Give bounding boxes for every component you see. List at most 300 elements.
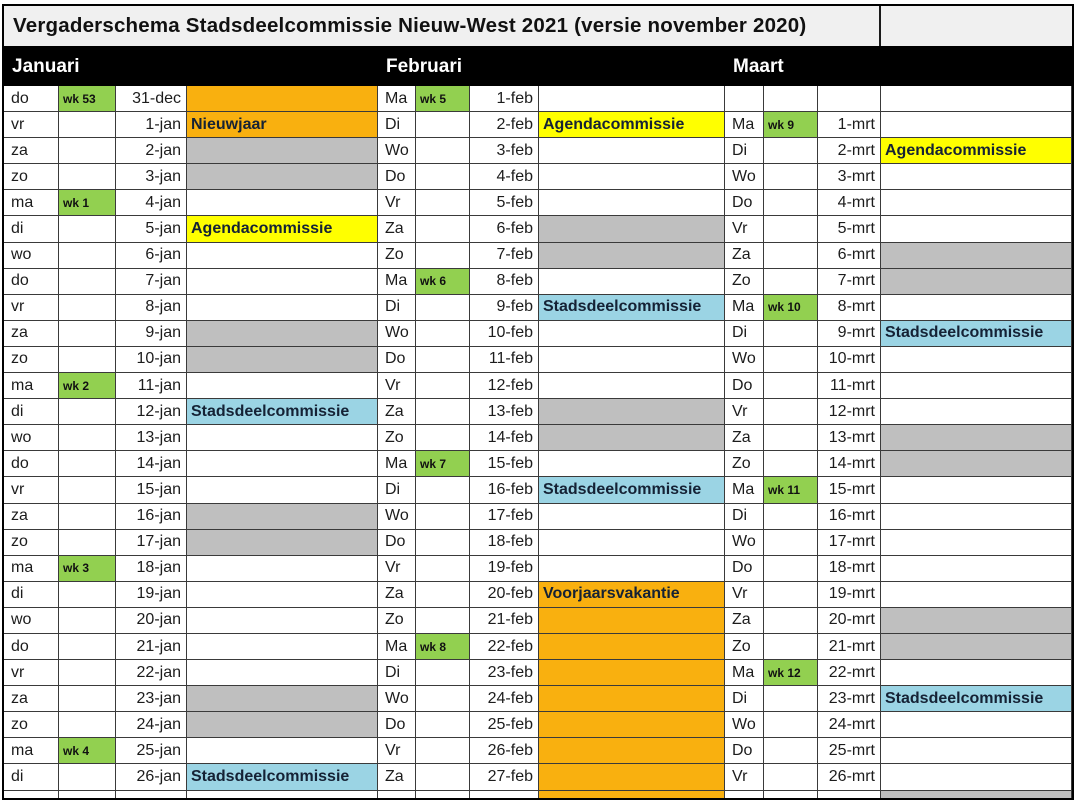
date-cell: 31-dec bbox=[116, 86, 187, 112]
date-cell: 25-mrt bbox=[818, 738, 881, 764]
date-cell bbox=[470, 791, 539, 800]
week-cell: wk 1 bbox=[59, 190, 116, 216]
day-cell: Do bbox=[725, 738, 764, 764]
week-cell bbox=[59, 243, 116, 269]
week-cell bbox=[764, 216, 818, 242]
event-cell bbox=[539, 660, 725, 686]
event-cell bbox=[187, 269, 378, 295]
week-cell bbox=[59, 321, 116, 347]
event-cell bbox=[187, 738, 378, 764]
date-cell: 13-jan bbox=[116, 425, 187, 451]
day-cell: di bbox=[4, 764, 59, 790]
event-cell bbox=[881, 373, 1072, 399]
event-cell: Stadsdeelcommissie bbox=[881, 686, 1072, 712]
day-cell: Di bbox=[725, 138, 764, 164]
week-cell bbox=[59, 764, 116, 790]
day-cell: Do bbox=[725, 190, 764, 216]
event-cell bbox=[539, 608, 725, 634]
date-cell: 20-jan bbox=[116, 608, 187, 634]
date-cell: 10-jan bbox=[116, 347, 187, 373]
date-cell: 5-jan bbox=[116, 216, 187, 242]
week-cell: wk 6 bbox=[416, 269, 470, 295]
month-header-januari: Januari bbox=[12, 56, 80, 77]
date-cell: 14-jan bbox=[116, 451, 187, 477]
day-cell bbox=[4, 791, 59, 800]
week-cell: wk 3 bbox=[59, 556, 116, 582]
week-cell bbox=[59, 216, 116, 242]
event-cell bbox=[881, 190, 1072, 216]
day-cell: Vr bbox=[725, 399, 764, 425]
week-cell bbox=[416, 216, 470, 242]
day-cell: Di bbox=[378, 660, 416, 686]
day-cell: Wo bbox=[725, 347, 764, 373]
week-cell bbox=[764, 347, 818, 373]
day-cell: Za bbox=[378, 216, 416, 242]
week-cell bbox=[764, 190, 818, 216]
date-cell: 3-jan bbox=[116, 164, 187, 190]
day-cell: Do bbox=[725, 556, 764, 582]
day-cell: zo bbox=[4, 164, 59, 190]
day-cell: Do bbox=[378, 164, 416, 190]
event-cell: Stadsdeelcommissie bbox=[539, 295, 725, 321]
date-cell: 19-jan bbox=[116, 582, 187, 608]
event-cell bbox=[539, 373, 725, 399]
week-cell bbox=[59, 686, 116, 712]
event-cell bbox=[881, 530, 1072, 556]
date-cell: 2-jan bbox=[116, 138, 187, 164]
day-cell: Wo bbox=[725, 712, 764, 738]
date-cell: 5-feb bbox=[470, 190, 539, 216]
event-cell bbox=[187, 164, 378, 190]
date-cell: 13-feb bbox=[470, 399, 539, 425]
date-cell: 12-jan bbox=[116, 399, 187, 425]
date-cell bbox=[818, 86, 881, 112]
date-cell: 6-jan bbox=[116, 243, 187, 269]
day-cell: di bbox=[4, 582, 59, 608]
day-cell: Vr bbox=[725, 764, 764, 790]
week-cell bbox=[416, 608, 470, 634]
day-cell: Ma bbox=[378, 634, 416, 660]
week-cell bbox=[59, 660, 116, 686]
week-cell bbox=[59, 138, 116, 164]
day-cell: Vr bbox=[378, 556, 416, 582]
event-cell bbox=[539, 764, 725, 790]
event-cell bbox=[539, 269, 725, 295]
date-cell bbox=[116, 791, 187, 800]
day-cell: Wo bbox=[725, 164, 764, 190]
week-cell bbox=[416, 660, 470, 686]
week-cell bbox=[416, 425, 470, 451]
calendar-grid bbox=[4, 86, 1072, 800]
date-cell: 2-mrt bbox=[818, 138, 881, 164]
date-cell: 24-mrt bbox=[818, 712, 881, 738]
week-cell bbox=[416, 556, 470, 582]
week-cell bbox=[416, 295, 470, 321]
event-cell bbox=[881, 764, 1072, 790]
day-cell: Zo bbox=[725, 451, 764, 477]
event-cell: Agendacommissie bbox=[187, 216, 378, 242]
date-cell: 17-feb bbox=[470, 504, 539, 530]
day-cell: wo bbox=[4, 425, 59, 451]
day-cell: vr bbox=[4, 660, 59, 686]
date-cell: 8-feb bbox=[470, 269, 539, 295]
week-cell: wk 12 bbox=[764, 660, 818, 686]
date-cell: 5-mrt bbox=[818, 216, 881, 242]
event-cell bbox=[881, 347, 1072, 373]
event-cell bbox=[187, 451, 378, 477]
week-cell bbox=[59, 530, 116, 556]
week-cell bbox=[416, 530, 470, 556]
event-cell bbox=[881, 451, 1072, 477]
event-cell bbox=[881, 295, 1072, 321]
day-cell: Za bbox=[725, 243, 764, 269]
event-cell bbox=[187, 530, 378, 556]
day-cell: zo bbox=[4, 712, 59, 738]
event-cell bbox=[187, 686, 378, 712]
week-cell bbox=[764, 634, 818, 660]
day-cell: za bbox=[4, 321, 59, 347]
day-cell: Wo bbox=[378, 504, 416, 530]
date-cell: 11-feb bbox=[470, 347, 539, 373]
week-cell bbox=[416, 243, 470, 269]
event-cell bbox=[539, 451, 725, 477]
day-cell: Ma bbox=[725, 660, 764, 686]
event-cell bbox=[881, 556, 1072, 582]
day-cell: Zo bbox=[378, 425, 416, 451]
month-header-maart: Maart bbox=[733, 56, 784, 77]
week-cell bbox=[764, 425, 818, 451]
date-cell: 9-feb bbox=[470, 295, 539, 321]
date-cell: 24-jan bbox=[116, 712, 187, 738]
event-cell bbox=[539, 556, 725, 582]
day-cell: Vr bbox=[378, 190, 416, 216]
event-cell: Stadsdeelcommissie bbox=[187, 399, 378, 425]
day-cell: Ma bbox=[378, 269, 416, 295]
date-cell: 13-mrt bbox=[818, 425, 881, 451]
day-cell: Ma bbox=[725, 477, 764, 503]
week-cell bbox=[764, 530, 818, 556]
week-cell: wk 2 bbox=[59, 373, 116, 399]
date-cell: 26-mrt bbox=[818, 764, 881, 790]
day-cell: ma bbox=[4, 556, 59, 582]
week-cell: wk 9 bbox=[764, 112, 818, 138]
week-cell bbox=[59, 295, 116, 321]
day-cell bbox=[725, 86, 764, 112]
week-cell bbox=[59, 791, 116, 800]
event-cell bbox=[539, 634, 725, 660]
day-cell: Do bbox=[378, 347, 416, 373]
week-cell bbox=[59, 582, 116, 608]
event-cell: Nieuwjaar bbox=[187, 112, 378, 138]
event-cell: Stadsdeelcommissie bbox=[539, 477, 725, 503]
week-cell bbox=[59, 269, 116, 295]
date-cell: 19-mrt bbox=[818, 582, 881, 608]
day-cell: Vr bbox=[725, 216, 764, 242]
date-cell: 18-feb bbox=[470, 530, 539, 556]
date-cell: 9-jan bbox=[116, 321, 187, 347]
event-cell bbox=[187, 138, 378, 164]
day-cell: di bbox=[4, 216, 59, 242]
week-cell bbox=[416, 164, 470, 190]
week-cell bbox=[416, 712, 470, 738]
day-cell: Za bbox=[725, 608, 764, 634]
date-cell: 16-feb bbox=[470, 477, 539, 503]
day-cell: wo bbox=[4, 243, 59, 269]
day-cell: ma bbox=[4, 190, 59, 216]
day-cell: Wo bbox=[378, 686, 416, 712]
date-cell: 4-jan bbox=[116, 190, 187, 216]
week-cell bbox=[416, 347, 470, 373]
date-cell: 25-feb bbox=[470, 712, 539, 738]
date-cell: 3-mrt bbox=[818, 164, 881, 190]
date-cell bbox=[818, 791, 881, 800]
date-cell: 23-jan bbox=[116, 686, 187, 712]
date-cell: 21-mrt bbox=[818, 634, 881, 660]
event-cell bbox=[881, 216, 1072, 242]
week-cell bbox=[764, 321, 818, 347]
day-cell: Do bbox=[378, 712, 416, 738]
event-cell bbox=[539, 791, 725, 800]
event-cell bbox=[187, 582, 378, 608]
event-cell bbox=[539, 712, 725, 738]
day-cell: Za bbox=[378, 764, 416, 790]
day-cell: Wo bbox=[378, 321, 416, 347]
week-cell bbox=[764, 451, 818, 477]
event-cell bbox=[539, 86, 725, 112]
date-cell: 15-feb bbox=[470, 451, 539, 477]
event-cell bbox=[187, 504, 378, 530]
day-cell: Di bbox=[378, 295, 416, 321]
event-cell bbox=[881, 477, 1072, 503]
week-cell: wk 7 bbox=[416, 451, 470, 477]
week-cell bbox=[59, 712, 116, 738]
week-cell bbox=[416, 190, 470, 216]
week-cell bbox=[416, 504, 470, 530]
date-cell: 20-mrt bbox=[818, 608, 881, 634]
day-cell: Vr bbox=[725, 582, 764, 608]
months-header-bar bbox=[4, 48, 1072, 86]
week-cell bbox=[764, 764, 818, 790]
week-cell bbox=[416, 791, 470, 800]
week-cell bbox=[59, 608, 116, 634]
day-cell: Ma bbox=[378, 86, 416, 112]
day-cell: do bbox=[4, 269, 59, 295]
event-cell bbox=[539, 504, 725, 530]
date-cell: 22-mrt bbox=[818, 660, 881, 686]
week-cell bbox=[59, 634, 116, 660]
week-cell: wk 4 bbox=[59, 738, 116, 764]
event-cell bbox=[539, 399, 725, 425]
date-cell: 23-mrt bbox=[818, 686, 881, 712]
date-cell: 4-feb bbox=[470, 164, 539, 190]
event-cell bbox=[539, 321, 725, 347]
event-cell bbox=[539, 425, 725, 451]
date-cell: 6-mrt bbox=[818, 243, 881, 269]
day-cell: vr bbox=[4, 477, 59, 503]
day-cell bbox=[725, 791, 764, 800]
week-cell bbox=[416, 321, 470, 347]
event-cell: Voorjaarsvakantie bbox=[539, 582, 725, 608]
date-cell: 6-feb bbox=[470, 216, 539, 242]
week-cell bbox=[416, 138, 470, 164]
day-cell: Ma bbox=[725, 112, 764, 138]
day-cell: Wo bbox=[725, 530, 764, 556]
date-cell: 24-feb bbox=[470, 686, 539, 712]
page-title: Vergaderschema Stadsdeelcommissie Nieuw-West 2021 (versie november 2020) bbox=[4, 6, 881, 46]
week-cell: wk 11 bbox=[764, 477, 818, 503]
event-cell bbox=[187, 295, 378, 321]
event-cell bbox=[881, 504, 1072, 530]
date-cell: 3-feb bbox=[470, 138, 539, 164]
event-cell bbox=[187, 791, 378, 800]
event-cell bbox=[539, 738, 725, 764]
date-cell: 26-feb bbox=[470, 738, 539, 764]
date-cell: 16-jan bbox=[116, 504, 187, 530]
event-cell bbox=[187, 712, 378, 738]
title-bar bbox=[4, 6, 1072, 48]
day-cell: Za bbox=[378, 582, 416, 608]
date-cell: 23-feb bbox=[470, 660, 539, 686]
event-cell: Agendacommissie bbox=[539, 112, 725, 138]
date-cell: 26-jan bbox=[116, 764, 187, 790]
week-cell bbox=[416, 373, 470, 399]
date-cell: 10-mrt bbox=[818, 347, 881, 373]
event-cell bbox=[539, 347, 725, 373]
week-cell bbox=[59, 164, 116, 190]
date-cell: 25-jan bbox=[116, 738, 187, 764]
event-cell bbox=[187, 425, 378, 451]
week-cell bbox=[416, 582, 470, 608]
event-cell bbox=[187, 477, 378, 503]
day-cell: Do bbox=[378, 530, 416, 556]
date-cell: 1-feb bbox=[470, 86, 539, 112]
week-cell bbox=[764, 686, 818, 712]
day-cell bbox=[378, 791, 416, 800]
day-cell: za bbox=[4, 138, 59, 164]
day-cell: Zo bbox=[725, 269, 764, 295]
event-cell bbox=[187, 321, 378, 347]
event-cell bbox=[881, 399, 1072, 425]
month-header-februari: Februari bbox=[386, 56, 463, 77]
week-cell bbox=[764, 608, 818, 634]
event-cell bbox=[881, 660, 1072, 686]
week-cell bbox=[59, 347, 116, 373]
date-cell: 22-jan bbox=[116, 660, 187, 686]
day-cell: ma bbox=[4, 738, 59, 764]
week-cell bbox=[416, 477, 470, 503]
event-cell bbox=[539, 243, 725, 269]
week-cell bbox=[764, 164, 818, 190]
day-cell: di bbox=[4, 399, 59, 425]
date-cell: 17-jan bbox=[116, 530, 187, 556]
week-cell bbox=[764, 738, 818, 764]
day-cell: za bbox=[4, 686, 59, 712]
day-cell: Do bbox=[725, 373, 764, 399]
date-cell: 19-feb bbox=[470, 556, 539, 582]
week-cell bbox=[416, 112, 470, 138]
day-cell: Di bbox=[725, 504, 764, 530]
date-cell: 14-feb bbox=[470, 425, 539, 451]
event-cell bbox=[539, 138, 725, 164]
date-cell: 11-jan bbox=[116, 373, 187, 399]
date-cell: 8-mrt bbox=[818, 295, 881, 321]
date-cell: 11-mrt bbox=[818, 373, 881, 399]
day-cell: vr bbox=[4, 112, 59, 138]
date-cell: 18-mrt bbox=[818, 556, 881, 582]
event-cell bbox=[539, 216, 725, 242]
date-cell: 18-jan bbox=[116, 556, 187, 582]
event-cell bbox=[881, 738, 1072, 764]
date-cell: 12-mrt bbox=[818, 399, 881, 425]
event-cell bbox=[187, 634, 378, 660]
event-cell bbox=[539, 164, 725, 190]
day-cell: Vr bbox=[378, 738, 416, 764]
day-cell: vr bbox=[4, 295, 59, 321]
date-cell: 16-mrt bbox=[818, 504, 881, 530]
week-cell bbox=[764, 86, 818, 112]
week-cell bbox=[764, 556, 818, 582]
day-cell: Vr bbox=[378, 373, 416, 399]
day-cell: do bbox=[4, 451, 59, 477]
event-cell bbox=[187, 608, 378, 634]
week-cell bbox=[416, 738, 470, 764]
day-cell: do bbox=[4, 86, 59, 112]
date-cell: 27-feb bbox=[470, 764, 539, 790]
day-cell: zo bbox=[4, 347, 59, 373]
event-cell bbox=[881, 112, 1072, 138]
day-cell: Di bbox=[725, 686, 764, 712]
date-cell: 14-mrt bbox=[818, 451, 881, 477]
day-cell: do bbox=[4, 634, 59, 660]
week-cell bbox=[764, 791, 818, 800]
week-cell: wk 8 bbox=[416, 634, 470, 660]
event-cell bbox=[881, 269, 1072, 295]
day-cell: ma bbox=[4, 373, 59, 399]
date-cell: 7-mrt bbox=[818, 269, 881, 295]
event-cell bbox=[881, 86, 1072, 112]
event-cell bbox=[881, 608, 1072, 634]
day-cell: wo bbox=[4, 608, 59, 634]
day-cell: Zo bbox=[378, 243, 416, 269]
week-cell bbox=[59, 477, 116, 503]
date-cell: 2-feb bbox=[470, 112, 539, 138]
week-cell bbox=[764, 269, 818, 295]
event-cell bbox=[881, 634, 1072, 660]
date-cell: 20-feb bbox=[470, 582, 539, 608]
day-cell: Zo bbox=[725, 634, 764, 660]
day-cell: Wo bbox=[378, 138, 416, 164]
event-cell bbox=[881, 164, 1072, 190]
day-cell: Di bbox=[725, 321, 764, 347]
week-cell bbox=[764, 582, 818, 608]
date-cell: 15-mrt bbox=[818, 477, 881, 503]
date-cell: 21-jan bbox=[116, 634, 187, 660]
week-cell bbox=[764, 243, 818, 269]
event-cell bbox=[187, 347, 378, 373]
event-cell bbox=[187, 86, 378, 112]
date-cell: 17-mrt bbox=[818, 530, 881, 556]
week-cell bbox=[59, 451, 116, 477]
week-cell: wk 53 bbox=[59, 86, 116, 112]
day-cell: Ma bbox=[378, 451, 416, 477]
week-cell bbox=[764, 138, 818, 164]
date-cell: 7-feb bbox=[470, 243, 539, 269]
event-cell bbox=[539, 530, 725, 556]
day-cell: Za bbox=[725, 425, 764, 451]
day-cell: Di bbox=[378, 477, 416, 503]
day-cell: za bbox=[4, 504, 59, 530]
date-cell: 10-feb bbox=[470, 321, 539, 347]
